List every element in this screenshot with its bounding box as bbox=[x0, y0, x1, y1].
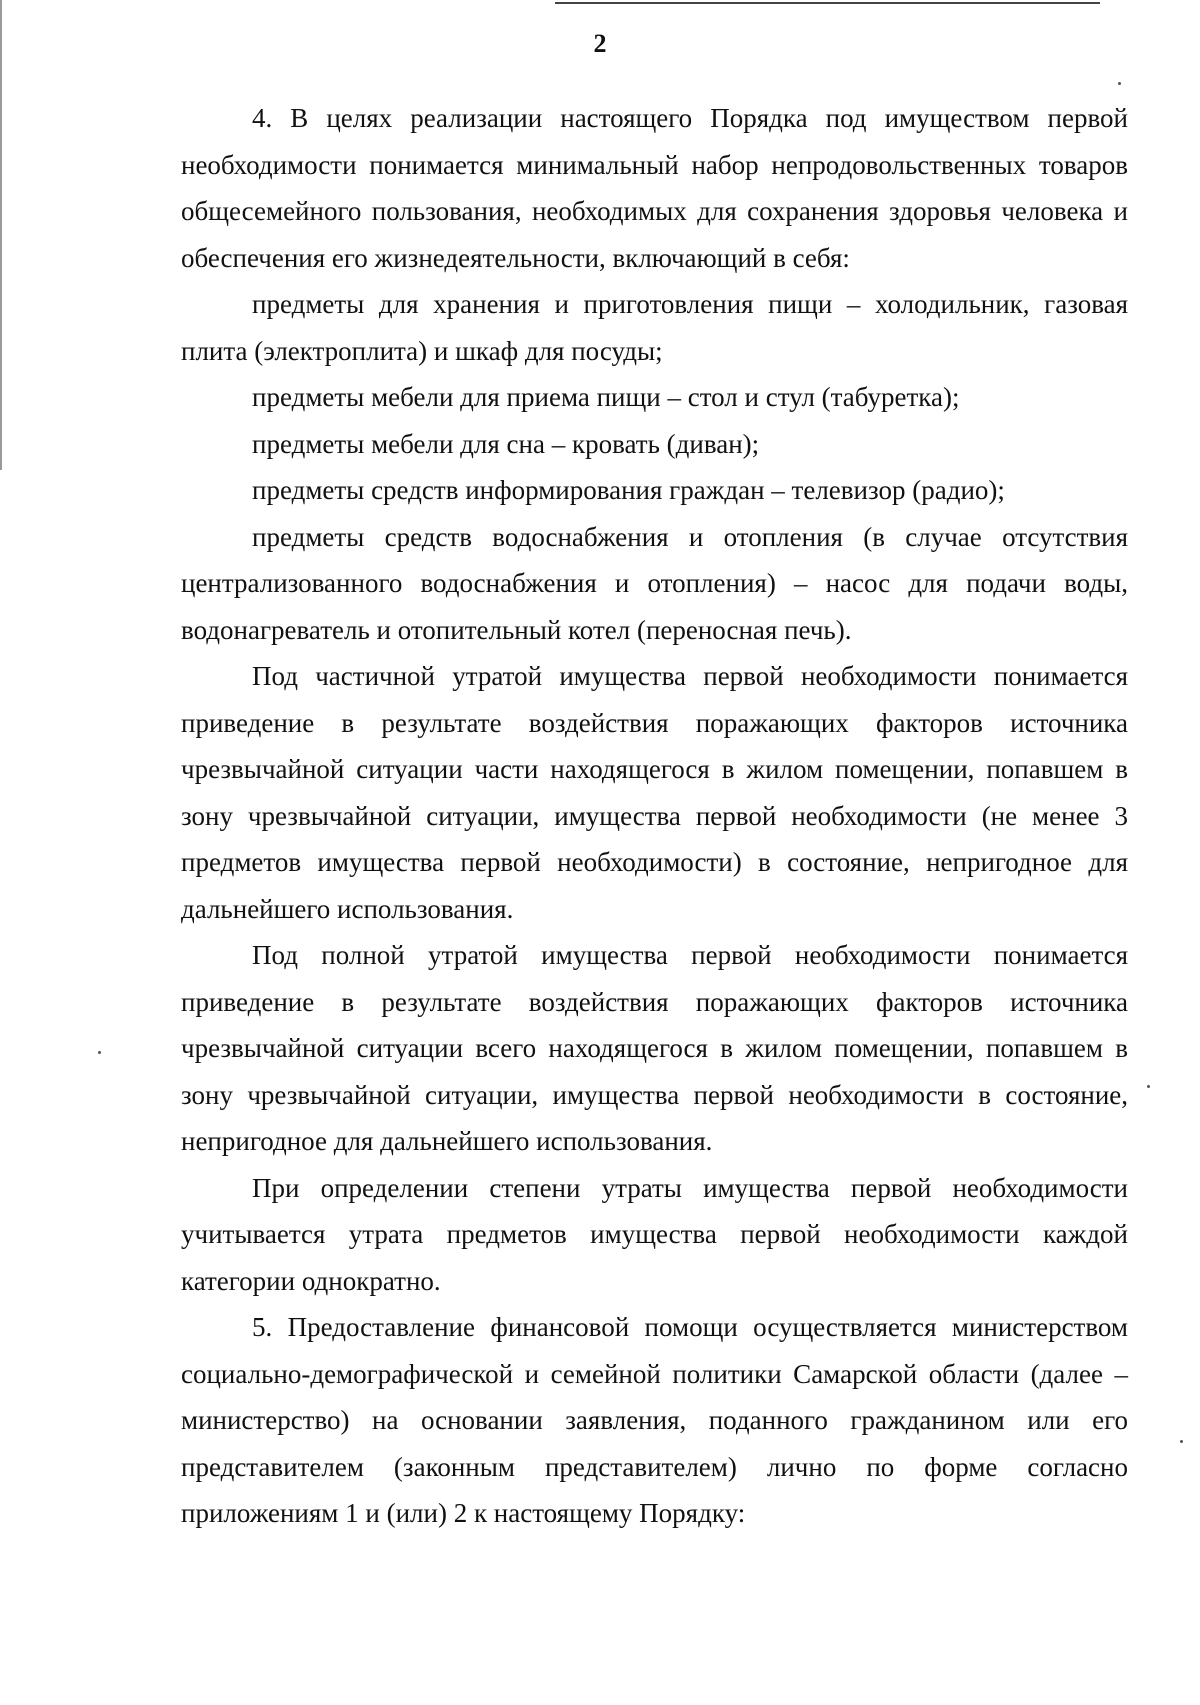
document-body bbox=[181, 95, 1128, 1537]
list-item-food-storage: предметы для хранения и приготовления пищи – холодильник, газовая плита (электроплита) и шкаф для посуды; bbox=[181, 289, 1128, 366]
list-item-water-heating: предметы средств водоснабжения и отопления (в случае отсутствия централизованного водоснабжения и отопления) – насос для подачи воды, водонагреватель и отопительный котел (переносная печь). bbox=[181, 521, 1128, 645]
list-item-sleep-furniture: предметы мебели для сна – кровать (диван); bbox=[252, 428, 760, 459]
paragraph-full-loss: Под полной утратой имущества первой необходимости понимается приведение в результате воздействия поражающих факторов источника чрезвычайной ситуации всего находящегося в жилом помещении, попавшем в зону чрезвычайной ситуации, имущества первой необходимости в состояние, непригодное для дальнейшего использования. bbox=[181, 940, 1128, 1156]
scan-speck bbox=[1118, 82, 1121, 85]
scan-left-edge bbox=[0, 0, 2, 470]
scan-speck bbox=[1147, 1085, 1150, 1088]
paragraph-partial-loss: Под частичной утратой имущества первой необходимости понимается приведение в результате воздействия поражающих факторов источника чрезвычайной ситуации части находящегося в жилом помещении, попавшем в зону чрезвычайной ситуации, имущества первой необходимости (не менее 3 предметов имущества первой необходимости) в состояние, непригодное для дальнейшего использования. bbox=[181, 661, 1128, 924]
paragraph-loss-degree: При определении степени утраты имущества первой необходимости учитывается утрата предметов имущества первой необходимости каждой категории однократно. bbox=[181, 1172, 1128, 1296]
paragraph-definition: 4. В целях реализации настоящего Порядка под имуществом первой необходимости понимается минимальный набор непродовольственных товаров общесемейного пользования, необходимых для сохранения здоровья человека и обеспечения его жизнедеятельности, включающий в себя: bbox=[181, 103, 1128, 273]
scan-speck bbox=[1180, 1440, 1183, 1443]
list-item-information: предметы средств информирования граждан – телевизор (радио); bbox=[252, 475, 1005, 505]
paragraph-financial-aid: 5. Предоставление финансовой помощи осуществляется министерством социально-демографической и семейной политики Самарской области (далее – министерство) на основании заявления, поданного гражданином или его представителем (законным представителем) лично по форме согласно приложениям 1 и (или) 2 к настоящему Порядку: bbox=[181, 1312, 1128, 1528]
page-number: 2 bbox=[593, 29, 607, 58]
scan-speck bbox=[98, 1051, 101, 1054]
scan-top-rule bbox=[555, 2, 1100, 4]
list-item-dining-furniture: предметы мебели для приема пищи – стол и стул (табуретка); bbox=[252, 382, 960, 412]
